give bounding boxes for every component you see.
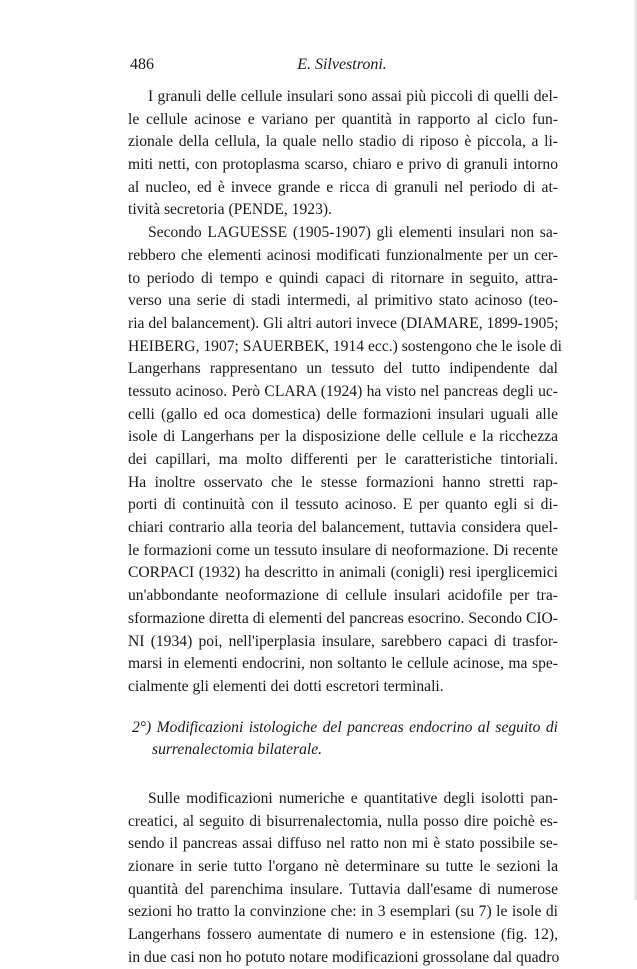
section-spacer [128, 699, 558, 717]
text-line: I granuli delle cellule insulari sono assai più piccoli di quelli del- [148, 88, 558, 105]
text-line: quantità del parenchima insulare. Tuttavia dall'esame di numerose [128, 880, 558, 898]
page-number: 486 [130, 56, 154, 73]
text-line: miti netti, con protoplasma scarso, chiaro e privo di granuli intorno [128, 156, 558, 174]
text-line: Secondo LAGUESSE (1905-1907) gli elementi insulari non sa- [148, 224, 558, 242]
section-spacer [128, 762, 558, 788]
text-line: Ha inoltre osservato che le stesse formazioni hanno stretti rap- [128, 473, 558, 491]
paragraph-laguesse [128, 222, 562, 698]
section-heading [128, 717, 558, 762]
text-line: HEIBERG, 1907; SAUERBEK, 1914 ecc.) sostengono che le isole di [128, 337, 562, 355]
text-line: sezioni ho tratto la convinzione che: in 3 esemplari (su 7) le isole di [128, 903, 558, 921]
paragraph-granuli [128, 86, 558, 222]
section-heading-line: surrenalectomia bilaterale. [152, 741, 323, 759]
text-line: tività secretoria (PENDE, 1923). [128, 201, 332, 219]
text-line: zionare in serie tutto l'organo nè determinare su tutte le sezioni la [128, 858, 558, 875]
text-line: Sulle modificazioni numeriche e quantitative degli isolotti pan- [148, 789, 558, 807]
paragraph-modificazioni [128, 788, 558, 969]
page-header [126, 56, 558, 78]
text-line: isole di Langerhans per la disposizione delle cellule e la ricchezza [128, 428, 558, 446]
text-line: in due casi non ho potuto notare modificazioni grossolane dal quadro [128, 948, 560, 966]
page-body [128, 86, 562, 969]
running-head-author: E. Silvestroni. [297, 56, 387, 73]
section-heading-line: 2°) Modificazioni istologiche del pancreas endocrino al seguito di [132, 718, 558, 736]
text-line: ria del balancement). Gli altri autori invece (DIAMARE, 1899-1905; [128, 314, 559, 332]
text-line: le formazioni come un tessuto insulare di neoformazione. Di recente [128, 541, 558, 559]
text-line: tessuto acinoso. Però CLARA (1924) ha visto nel pancreas degli uc- [128, 382, 558, 400]
text-line: le cellule acinose e variano per quantità in rapporto al ciclo fun- [128, 110, 558, 128]
text-line: to periodo di tempo e quindi capaci di ritornare in seguito, attra- [128, 269, 558, 287]
text-line: al nucleo, ed è invece grande e ricca di granuli nel periodo di at- [128, 178, 558, 196]
text-line: marsi in elementi endocrini, non soltanto le cellule acinose, ma spe- [128, 655, 558, 673]
text-line: sendo il pancreas assai diffuso nel ratto non mi è stato possibile se- [128, 835, 558, 853]
text-line: porti di continuità con il tessuto acinoso. E per quanto egli si di- [128, 496, 558, 514]
text-line: verso una serie di stadi intermedi, al primitivo stato acinoso (teo- [128, 292, 558, 310]
text-line: sformazione diretta di elementi del pancreas esocrino. Secondo CIO- [128, 609, 558, 627]
text-line: chiari contrario alla teoria del balancement, tuttavia considera quel- [128, 519, 558, 537]
text-line: zionale della cellula, la quale nello stadio di riposo è piccola, a li- [128, 133, 558, 151]
text-line: un'abbondante neoformazione di cellule insulari acidofile per tra- [128, 587, 558, 605]
text-line: celli (gallo ed oca domestica) delle formazioni insulari uguali alle [128, 405, 558, 423]
text-line: creatici, al seguito di bisurrenalectomia, nulla posso dire poichè es- [128, 812, 558, 830]
text-line: rebbero che elementi acinosi modificati funzionalmente per un cer- [128, 246, 558, 264]
text-line: NI (1934) poi, nell'iperplasia insulare, sarebbero capaci di trasfor- [128, 632, 558, 650]
text-line: cialmente gli elementi dei dotti escretori terminali. [128, 677, 444, 695]
text-line: CORPACI (1932) ha descritto in animali (conigli) resi iperglicemici [128, 564, 558, 582]
text-line: Langerhans rappresentano un tessuto del tutto indipendente dal [128, 360, 558, 378]
text-line: Langerhans fossero aumentate di numero e in estensione (fig. 12), [128, 926, 558, 944]
text-line: dei capillari, ma molto differenti per le caratteristiche tintoriali. [128, 451, 558, 468]
